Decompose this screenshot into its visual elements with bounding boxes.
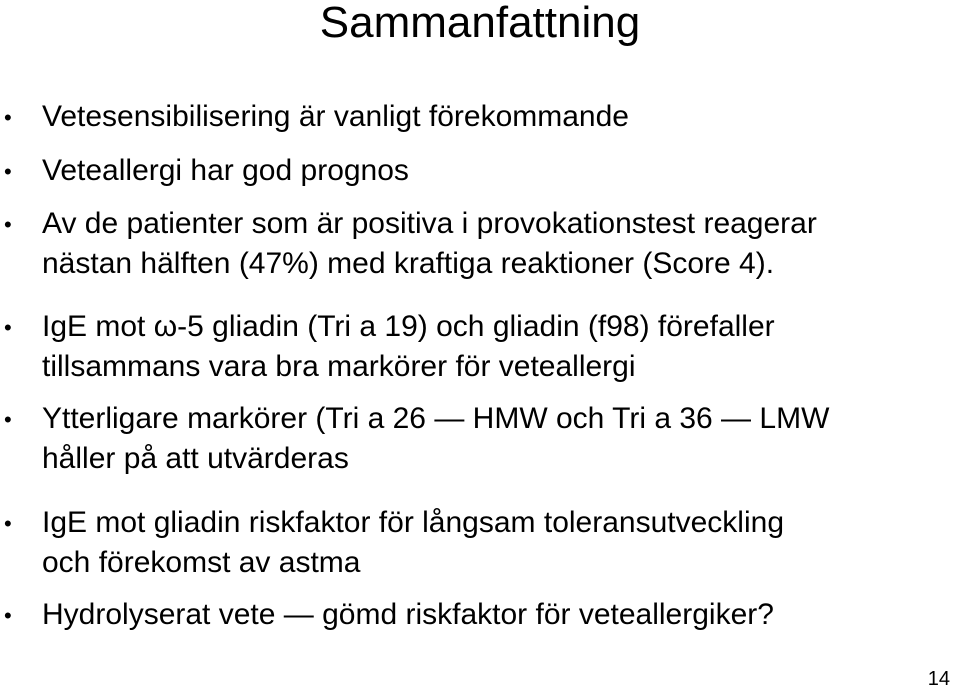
bullet-line: Hydrolyserat vete — gömd riskfaktor för veteallergiker? xyxy=(42,598,774,631)
bullet-line: och förekomst av astma xyxy=(42,546,361,579)
bullet-dot-icon: • xyxy=(4,603,12,628)
bullet-text xyxy=(42,151,954,191)
bullet-dot-icon: • xyxy=(4,511,12,536)
bullet-line: nästan hälften (47%) med kraftiga reaktioner (Score 4). xyxy=(42,247,775,280)
bullet-line: håller på att utvärderas xyxy=(42,442,349,475)
bullet-text xyxy=(42,97,954,137)
bullet-line: IgE mot gliadin riskfaktor för långsam toleransutveckling xyxy=(42,506,785,539)
bullet-line: IgE mot ω-5 gliadin (Tri a 19) och gliadin (f98) förefaller xyxy=(42,310,775,343)
bullet-text xyxy=(42,204,954,284)
bullet-line: Av de patienter som är positiva i provokationstest reagerar xyxy=(42,207,817,240)
bullet-line: Vetesensibilisering är vanligt förekommande xyxy=(42,100,629,133)
bullet-dot-icon: • xyxy=(4,105,12,130)
bullet-text xyxy=(42,503,954,583)
slide-title: Sammanfattning xyxy=(319,0,641,47)
bullet-dot-icon: • xyxy=(4,212,12,237)
bullet-dot-icon: • xyxy=(4,315,12,340)
bullet-text xyxy=(42,399,954,479)
bullet-line: tillsammans vara bra markörer för veteallergi xyxy=(42,350,636,383)
bullet-dot-icon: • xyxy=(4,159,12,184)
bullet-dot-icon: • xyxy=(4,407,12,432)
bullet-line: Veteallergi har god prognos xyxy=(42,154,409,187)
bullet-text xyxy=(42,307,954,387)
bullet-text xyxy=(42,595,954,635)
page-number: 14 xyxy=(927,668,950,690)
bullet-line: Ytterligare markörer (Tri a 26 — HMW och Tri a 36 — LMW xyxy=(42,402,830,435)
